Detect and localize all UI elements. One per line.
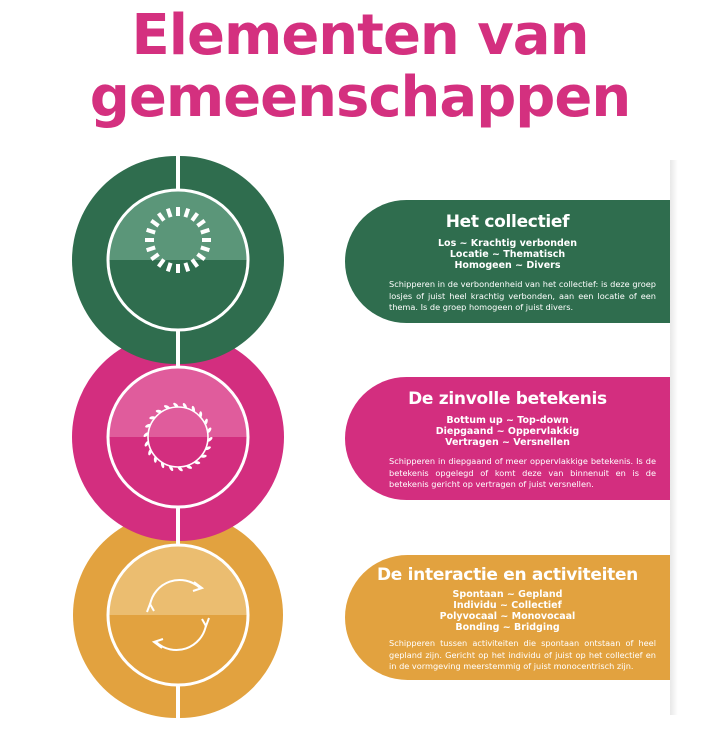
title-line-1: Elementen van bbox=[131, 3, 589, 68]
keyword-line: Polyvocaal ~ Monovocaal bbox=[439, 611, 576, 622]
keyword-line: Vertragen ~ Versnellen bbox=[445, 437, 570, 448]
keyword-line: Diepgaand ~ Oppervlakkig bbox=[435, 426, 580, 437]
keyword-line: Locatie ~ Thematisch bbox=[449, 249, 566, 260]
keyword-line: Bottum up ~ Top-down bbox=[446, 415, 569, 426]
keyword-line: Spontaan ~ Gepland bbox=[452, 589, 563, 600]
section-betekenis bbox=[345, 377, 670, 500]
section-description: Schipperen in de verbondenheid van het collectief: is deze groep losjes of juist heel krachtig verbonden, aan een locatie of een thema. Is de groep homogeen of juist divers. bbox=[389, 279, 656, 312]
circle-interactie bbox=[73, 512, 283, 718]
section-collectief bbox=[345, 200, 670, 323]
section-title: De zinvolle betekenis bbox=[408, 389, 607, 409]
section-description: Schipperen tussen activiteiten die spontaan ontstaan of heel gepland zijn. Gericht op het individu of juist op het collectief en in de vormgeving meerstemmig of juist monocentrisch zijn. bbox=[389, 638, 656, 671]
keyword-line: Individu ~ Collectief bbox=[453, 600, 562, 611]
circle-collectief bbox=[72, 156, 284, 364]
title-line-2: gemeenschappen bbox=[89, 65, 631, 130]
keyword-line: Homogeen ~ Divers bbox=[454, 260, 561, 271]
section-title: Het collectief bbox=[445, 212, 570, 232]
keyword-line: Los ~ Krachtig verbonden bbox=[438, 238, 577, 249]
circle-betekenis bbox=[72, 333, 284, 541]
section-description: Schipperen in diepgaand of meer oppervlakkige betekenis. Is de betekenis opgelegd of komt deze van binnenuit en is de betekenis gericht op vertragen of juist versnellen. bbox=[389, 456, 656, 489]
section-title: De interactie en activiteiten bbox=[377, 565, 638, 585]
keyword-line: Bonding ~ Bridging bbox=[455, 622, 560, 633]
section-interactie bbox=[345, 555, 670, 680]
